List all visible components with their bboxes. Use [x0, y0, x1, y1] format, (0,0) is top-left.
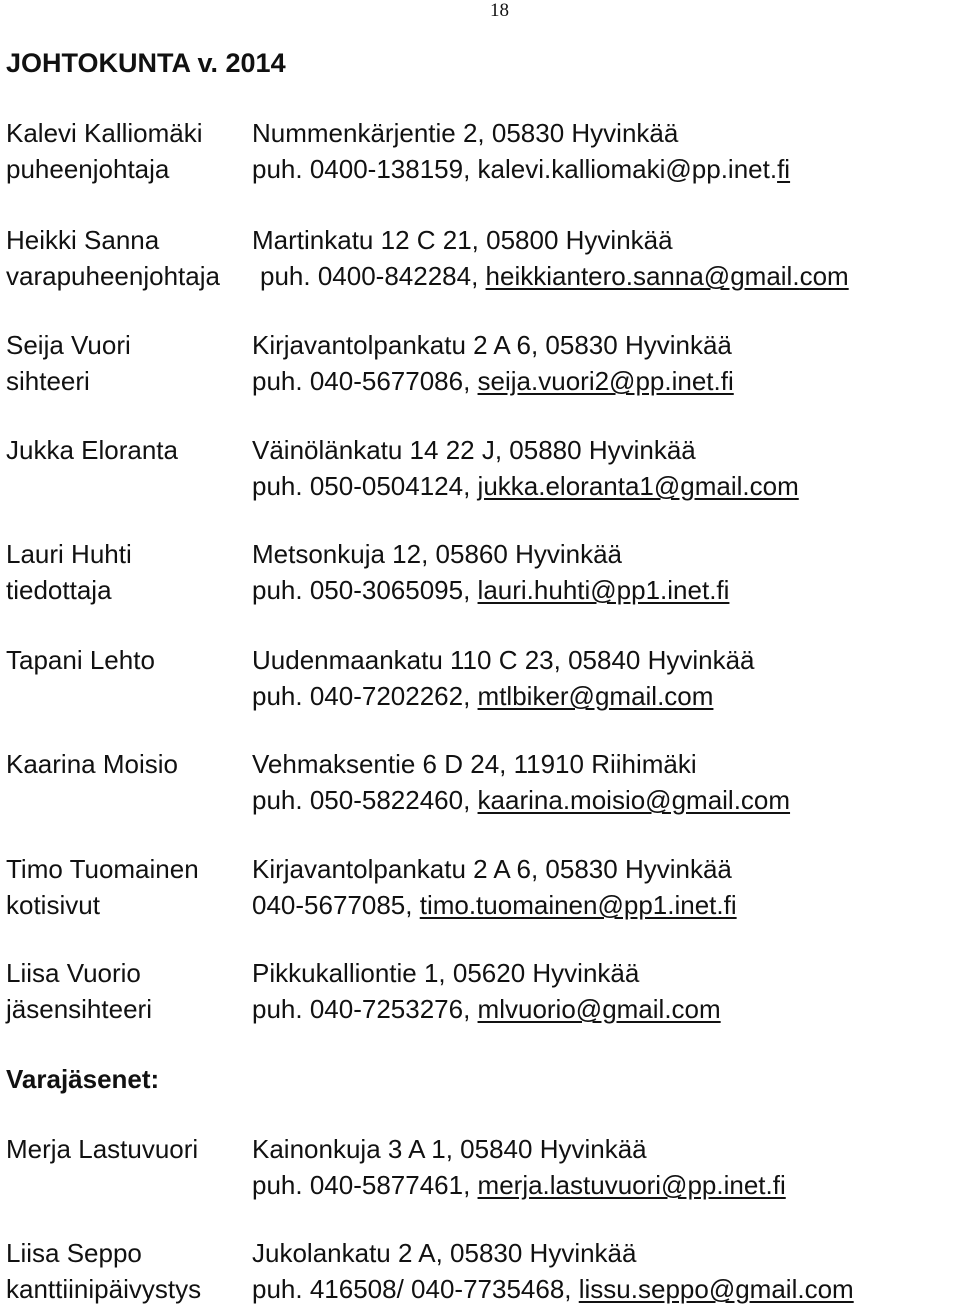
- member-phone: puh. 050-5822460,: [252, 785, 478, 815]
- member-contact: [252, 469, 799, 503]
- member-name: Jukka Eloranta: [6, 435, 178, 465]
- member-role: varapuheenjohtaja: [6, 261, 220, 291]
- member-address: Nummenkärjentie 2, 05830 Hyvinkää: [252, 118, 679, 148]
- member-email-link[interactable]: heikkiantero.sanna@gmail.: [485, 261, 800, 291]
- member-phone: puh. 040-7253276,: [252, 994, 478, 1024]
- member-email-link[interactable]: mlvuorio@gmail.com: [477, 994, 721, 1024]
- member-name: Kaarina Moisio: [6, 749, 178, 779]
- member-email-link[interactable]: kalevi.kalliomaki@pp.inet.fi: [477, 154, 791, 184]
- member-email-link[interactable]: kaarina.moisio@gmail.com: [477, 785, 791, 815]
- member-phone: puh. 0400-138159,: [252, 154, 478, 184]
- member-contact: [252, 992, 721, 1026]
- member-contact: [260, 259, 849, 293]
- member-phone: 040-5677085,: [252, 890, 420, 920]
- member-email-link[interactable]: merja.lastuvuori@pp.inet.fi: [477, 1170, 786, 1200]
- member-role: jäsensihteeri: [6, 994, 152, 1024]
- member-contact: [252, 573, 729, 607]
- page-title: JOHTOKUNTA v. 2014: [6, 48, 286, 78]
- member-phone: puh. 040-5677086,: [252, 366, 478, 396]
- member-name: Liisa Vuorio: [6, 958, 141, 988]
- member-role: sihteeri: [6, 366, 90, 396]
- member-address: Jukolankatu 2 A, 05830 Hyvinkää: [252, 1238, 637, 1268]
- member-contact: [252, 152, 790, 186]
- member-role: kotisivut: [6, 890, 100, 920]
- member-phone: puh. 040-5877461,: [252, 1170, 478, 1200]
- member-address: Vehmaksentie 6 D 24, 11910 Riihimäki: [252, 749, 697, 779]
- member-contact: [252, 1168, 786, 1202]
- member-phone: puh. 050-3065095,: [252, 575, 478, 605]
- member-role: tiedottaja: [6, 575, 112, 605]
- page-number: 18: [490, 0, 509, 21]
- member-address: Pikkukalliontie 1, 05620 Hyvinkää: [252, 958, 640, 988]
- member-name: Liisa Seppo: [6, 1238, 142, 1268]
- member-phone: puh. 040-7202262,: [252, 681, 478, 711]
- member-address: Kirjavantolpankatu 2 A 6, 05830 Hyvinkää: [252, 854, 732, 884]
- member-phone: puh. 050-0504124,: [252, 471, 478, 501]
- member-email-link[interactable]: seija.vuori2@pp.inet.fi: [477, 366, 734, 396]
- deputies-title: Varajäsenet:: [6, 1064, 160, 1094]
- member-name: Timo Tuomainen: [6, 854, 199, 884]
- member-contact: [252, 888, 737, 922]
- member-phone: puh. 416508/ 040-7735468,: [252, 1274, 579, 1304]
- member-address: Väinölänkatu 14 22 J, 05880 Hyvinkää: [252, 435, 696, 465]
- member-address: Uudenmaankatu 110 C 23, 05840 Hyvinkää: [252, 645, 755, 675]
- member-contact: [252, 1272, 854, 1306]
- member-name: Tapani Lehto: [6, 645, 155, 675]
- member-name: Lauri Huhti: [6, 539, 132, 569]
- member-address: Metsonkuja 12, 05860 Hyvinkää: [252, 539, 623, 569]
- member-role: kanttiinipäivystys: [6, 1274, 202, 1304]
- member-address: Kirjavantolpankatu 2 A 6, 05830 Hyvinkää: [252, 330, 732, 360]
- member-email-link[interactable]: lissu.seppo@gmail.com: [578, 1274, 854, 1304]
- member-phone: puh. 0400-842284,: [260, 261, 486, 291]
- member-name: Heikki Sanna: [6, 225, 160, 255]
- member-address: Kainonkuja 3 A 1, 05840 Hyvinkää: [252, 1134, 647, 1164]
- member-contact: [252, 783, 790, 817]
- member-email-link[interactable]: jukka.eloranta1@gmail.com: [477, 471, 799, 501]
- member-role: puheenjohtaja: [6, 154, 170, 184]
- member-email-link[interactable]: lauri.huhti@pp1.inet.fi: [477, 575, 730, 605]
- member-name: Merja Lastuvuori: [6, 1134, 199, 1164]
- member-email-link[interactable]: timo.tuomainen@pp1.inet.fi: [419, 890, 737, 920]
- member-email-link[interactable]: mtlbiker@gmail.com: [477, 681, 714, 711]
- member-contact: [252, 364, 734, 398]
- member-contact: [252, 679, 713, 713]
- member-address: Martinkatu 12 C 21, 05800 Hyvinkää: [252, 225, 673, 255]
- member-name: Seija Vuori: [6, 330, 131, 360]
- member-name: Kalevi Kalliomäki: [6, 118, 203, 148]
- member-email-tld[interactable]: com: [799, 261, 849, 291]
